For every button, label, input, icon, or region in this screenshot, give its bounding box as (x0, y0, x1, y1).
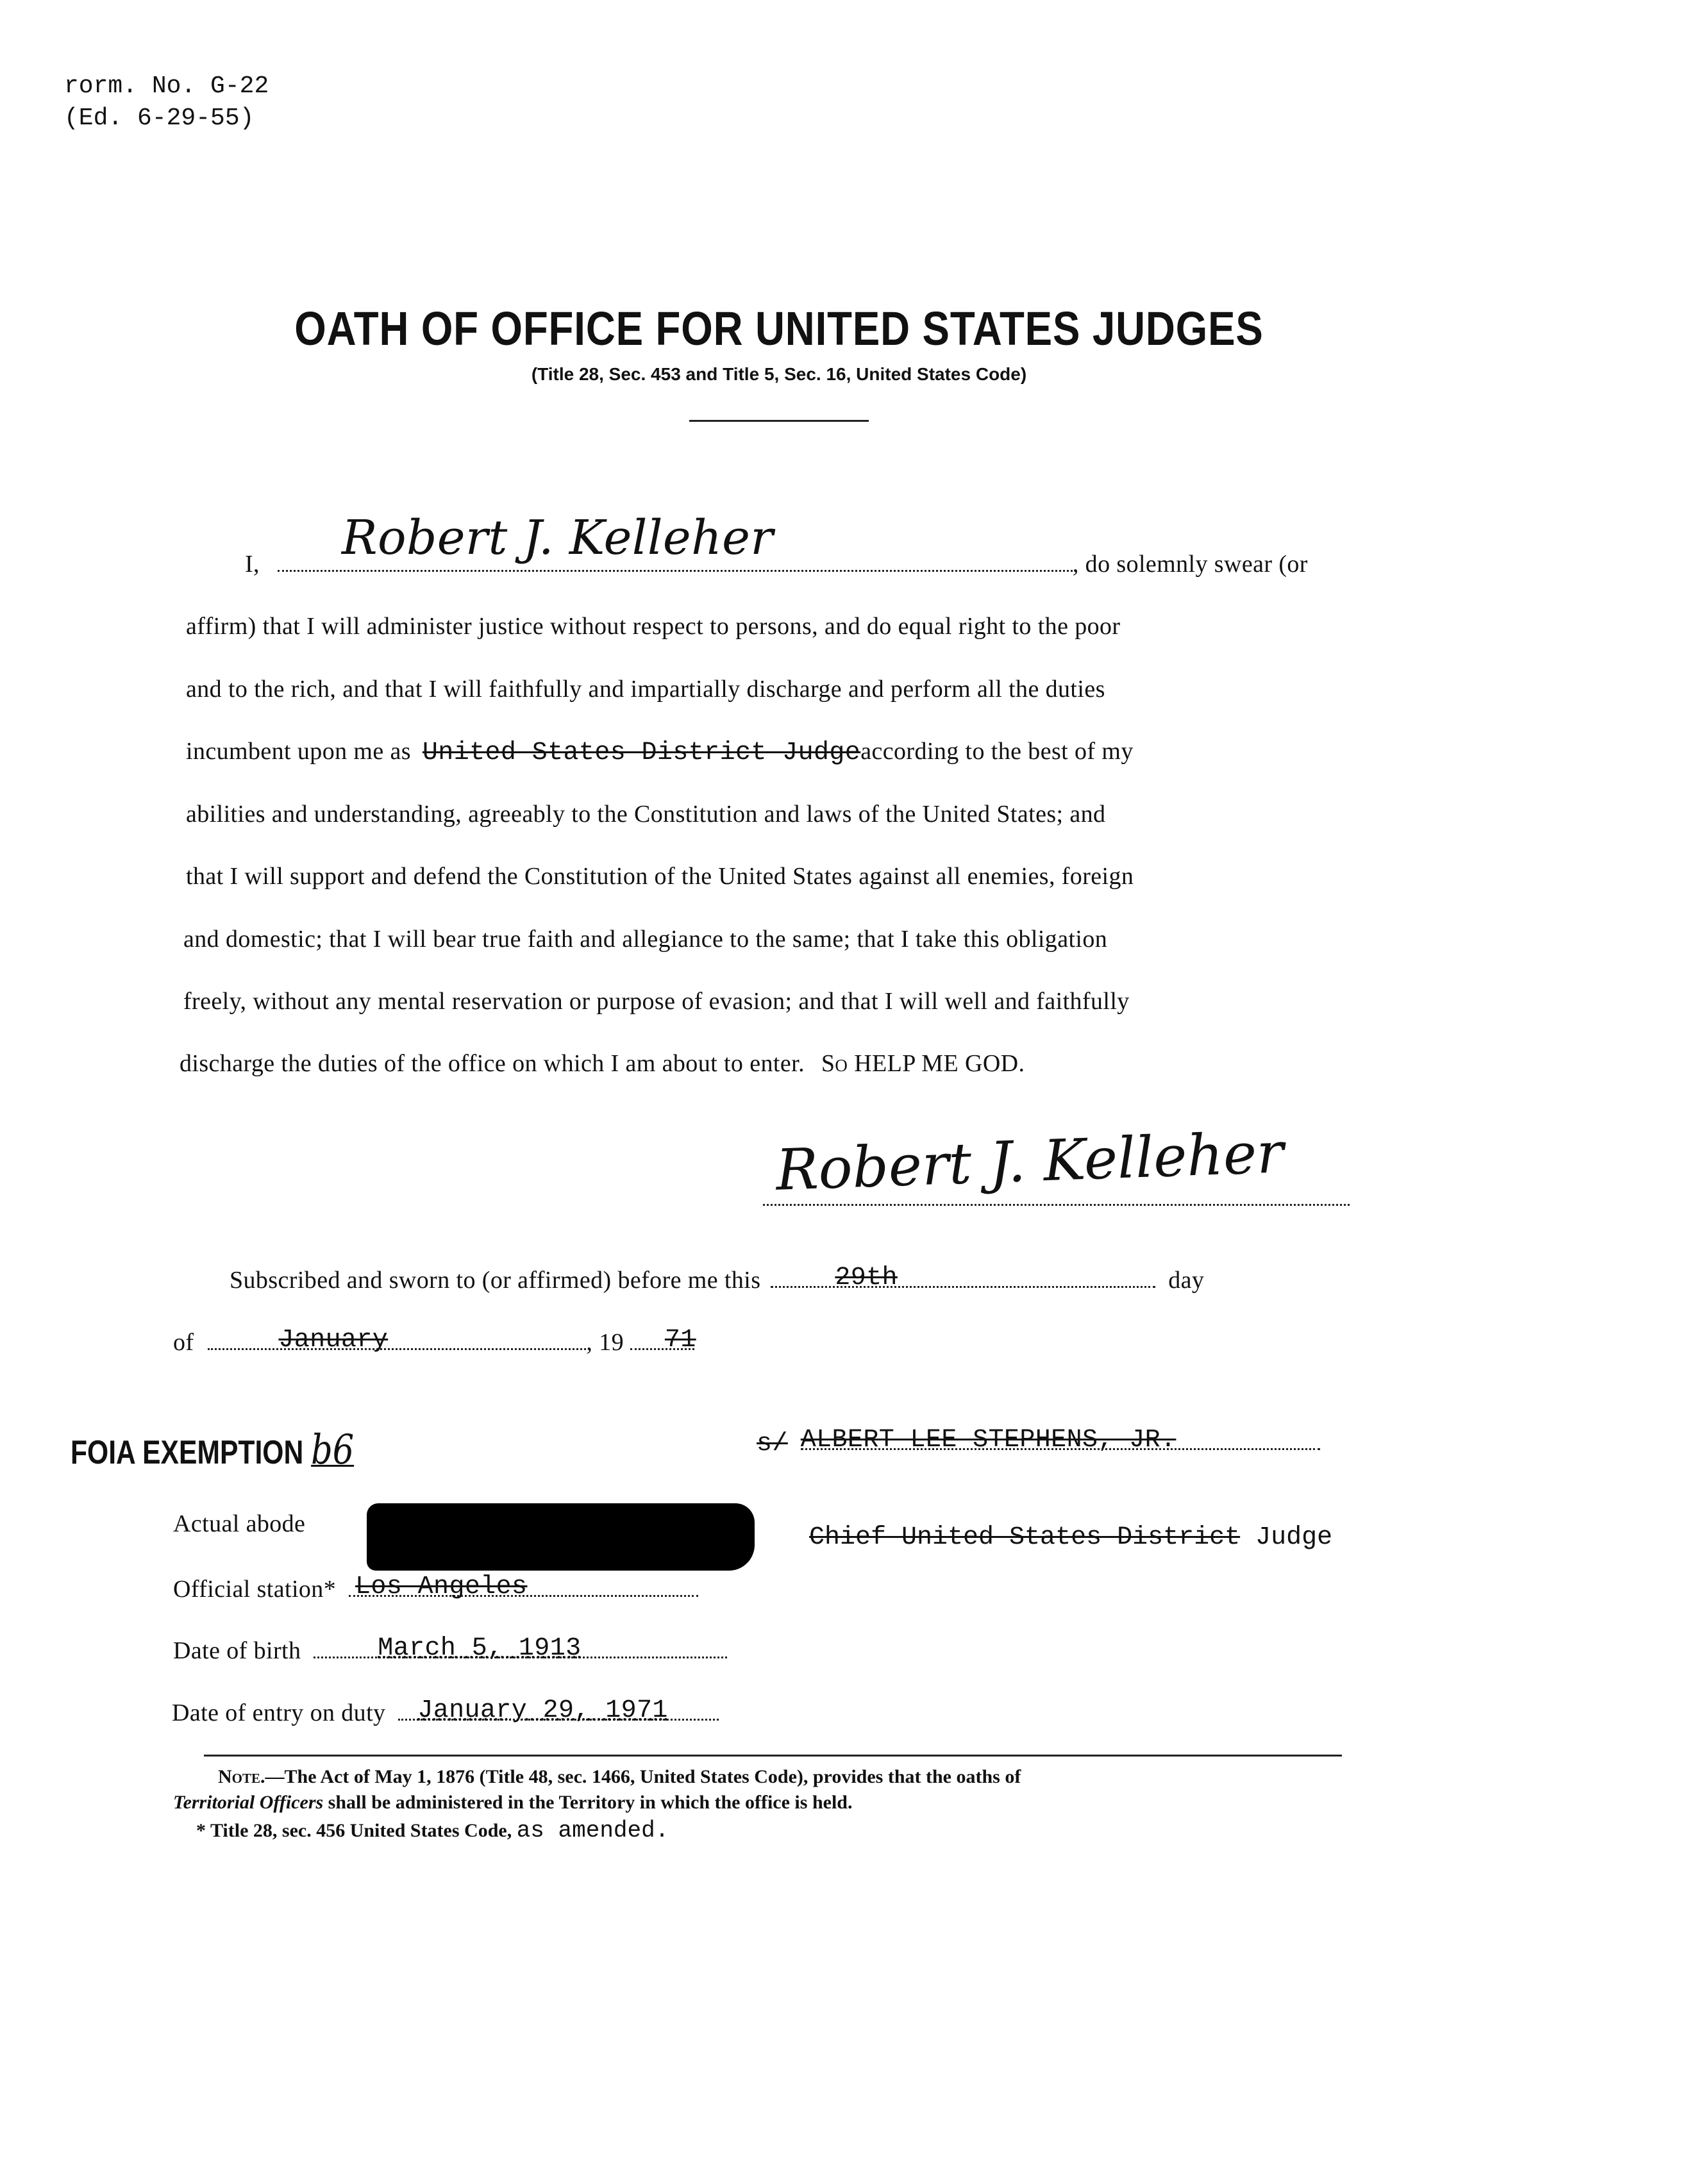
day-label: day (1168, 1267, 1205, 1294)
of-label: of (173, 1329, 194, 1356)
administering-name-blank (801, 1428, 1320, 1456)
entry-blank (398, 1696, 719, 1727)
month-value: January (278, 1326, 389, 1355)
form-edition-line: (Ed. 6-29-55) (64, 104, 255, 132)
administering-title (809, 1523, 1332, 1552)
handwritten-name: Robert J. Kelleher (341, 510, 774, 565)
note-text-2: shall be administered in the Territory in which the office is held. (328, 1792, 853, 1813)
abode-field (173, 1510, 305, 1538)
oath-line-2: affirm) that I will administer justice without respect to persons, and do equal right to the poor (186, 613, 1121, 640)
oath-line-4 (186, 737, 1134, 767)
oath-line-4-post: according to the best of my (860, 738, 1134, 765)
title-divider (689, 420, 869, 422)
oath-swear-text: , do solemnly swear (or (1072, 551, 1308, 578)
name-blank (278, 510, 1073, 578)
administering-officer (757, 1428, 1320, 1458)
signature: Robert J. Kelleher (774, 1119, 1285, 1203)
day-value: 29th (835, 1264, 898, 1292)
footnote (173, 1818, 1021, 1844)
foia-code: b6 (311, 1426, 355, 1474)
oath-opening: I, (245, 551, 260, 578)
birth-label: Date of birth (173, 1637, 301, 1664)
entry-label: Date of entry on duty (172, 1699, 386, 1726)
oath-line-9 (180, 1049, 1025, 1078)
note-territorial: Territorial Officers (173, 1792, 324, 1813)
oath-line-3: and to the rich, and that I will faithfully and impartially discharge and perform all the duties (186, 676, 1105, 703)
birth-value: March 5, 1913 (378, 1634, 582, 1663)
note-divider (204, 1755, 1342, 1757)
document-subtitle: (Title 28, Sec. 453 and Title 5, Sec. 16, United States Code) (531, 364, 1027, 384)
signature-line (763, 1199, 1350, 1206)
station-field (173, 1575, 698, 1603)
note-label: Note. (218, 1766, 265, 1787)
foia-label: FOIA EXEMPTION (71, 1434, 304, 1471)
foia-stamp (71, 1426, 354, 1474)
station-label: Official station* (173, 1576, 337, 1603)
oath-closing: So HELP ME GOD. (821, 1050, 1025, 1077)
form-number-line1: rorm. No. G-22 (64, 72, 269, 100)
entry-field (172, 1696, 719, 1727)
oath-line-4-pre: incumbent upon me as (186, 738, 411, 765)
oath-line-7: and domestic; that I will bear true faith and allegiance to the same; that I take this obligation (183, 926, 1108, 953)
oath-line-9-pre: discharge the duties of the office on which I am about to enter. (180, 1050, 805, 1077)
administering-name: ALBERT LEE STEPHENS, JR. (800, 1426, 1176, 1455)
oath-line-6: that I will support and defend the Constitution of the United States against all enemies, foreign (186, 863, 1134, 890)
form-number (64, 71, 269, 135)
birth-blank (314, 1634, 727, 1665)
year-value: 71 (664, 1326, 696, 1355)
entry-value: January 29, 1971 (417, 1696, 668, 1725)
station-blank (349, 1575, 698, 1603)
month-year-line (173, 1328, 694, 1356)
year-blank (630, 1328, 694, 1356)
administering-title-tail: Judge (1255, 1523, 1333, 1552)
note-line-1 (173, 1764, 1021, 1790)
administering-prefix: s/ (757, 1430, 788, 1458)
oath-line-1 (245, 510, 1308, 578)
station-value: Los Angeles (355, 1573, 528, 1601)
year-prefix: , 19 (586, 1329, 624, 1356)
month-blank (208, 1328, 586, 1356)
birth-field (173, 1634, 727, 1665)
subscribed-text: Subscribed and sworn to (or affirmed) before me this (230, 1267, 761, 1294)
footnote-amended: as amended. (516, 1817, 669, 1844)
document-title: OATH OF OFFICE FOR UNITED STATES JUDGES (294, 302, 1264, 355)
signature-block (763, 1119, 1353, 1205)
day-blank (771, 1266, 1155, 1294)
administering-title-struck: Chief United States District (809, 1523, 1241, 1552)
subscribed-line (230, 1266, 1204, 1294)
office-title-typed: United States District Judge (422, 739, 861, 767)
note-text-1: —The Act of May 1, 1876 (Title 48, sec. 1466, United States Code), provides that the oaths of (265, 1766, 1021, 1787)
footnote-text: * Title 28, sec. 456 United States Code, (196, 1820, 512, 1841)
oath-line-8: freely, without any mental reservation or purpose of evasion; and that I will well and faithfully (183, 988, 1130, 1015)
note-line-2 (173, 1790, 1021, 1815)
abode-label: Actual abode (173, 1510, 306, 1537)
redaction-block (367, 1503, 755, 1571)
note (173, 1764, 1021, 1844)
oath-line-5: abilities and understanding, agreeably to the Constitution and laws of the United States; and (186, 801, 1106, 828)
